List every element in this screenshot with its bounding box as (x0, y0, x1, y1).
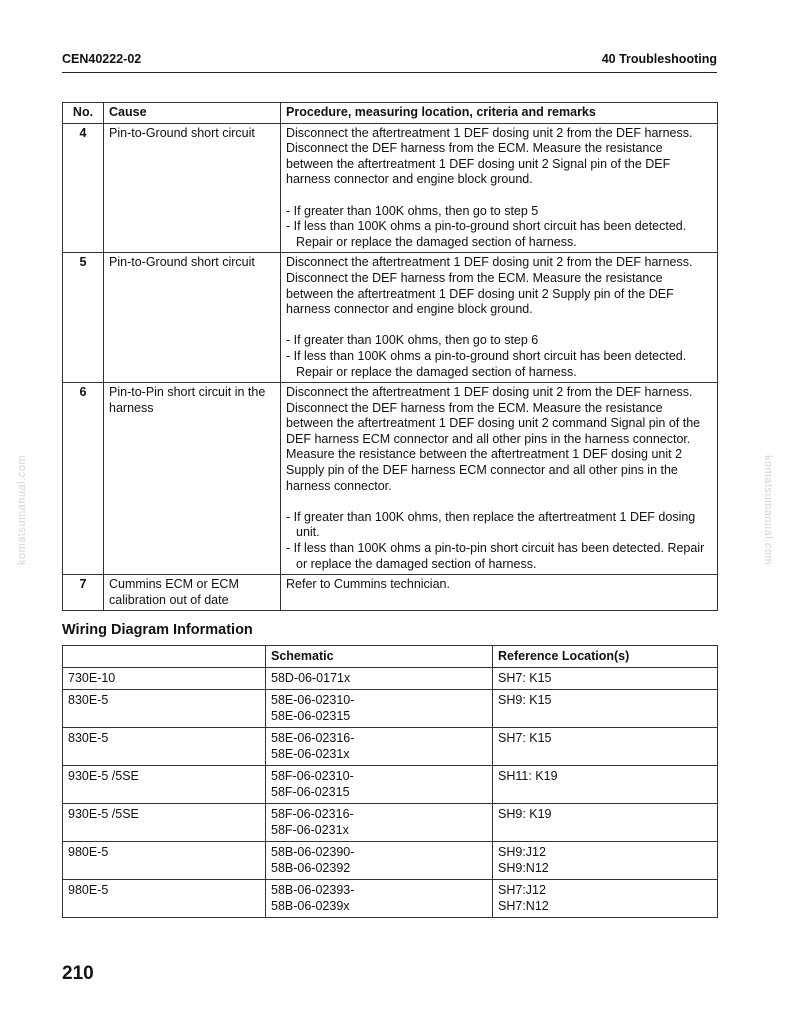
schematic-cell (266, 842, 493, 880)
reference-line: SH7: K15 (498, 671, 552, 685)
wiring-diagram-table (62, 645, 718, 918)
step-number: 7 (63, 575, 104, 611)
reference-cell (493, 728, 718, 766)
reference-cell (493, 690, 718, 728)
model-cell: 730E-10 (63, 668, 266, 690)
schematic-cell (266, 766, 493, 804)
schematic-line: 58E-06-02310- (271, 693, 355, 707)
table-row (63, 690, 718, 728)
cause-cell: Pin-to-Ground short circuit (104, 123, 281, 253)
schematic-line: 58D-06-0171x (271, 671, 351, 685)
reference-cell (493, 842, 718, 880)
reference-cell (493, 668, 718, 690)
reference-cell (493, 804, 718, 842)
table-row (63, 668, 718, 690)
table-row (63, 123, 718, 253)
watermark-left: komatsumanual.com (16, 455, 28, 565)
schematic-line: 58E-06-02316- (271, 731, 355, 745)
procedure-text: Disconnect the aftertreatment 1 DEF dosing unit 2 from the DEF harness. Disconnect the DEF harness from the ECM. Measure the resistance between the aftertreatment 1 DEF dosing unit 2 command Signal pin of the DEF harness ECM connector and all other pins in the harness connector. Measure the resistance between the aftertreatment 1 DEF dosing unit 2 Supply pin of the DEF harness ECM connector and all other pins in the harness connector. (286, 385, 701, 493)
reference-cell (493, 766, 718, 804)
reference-line: SH11: K19 (498, 769, 558, 783)
cause-cell: Cummins ECM or ECM calibration out of date (104, 575, 281, 611)
step-number: 6 (63, 383, 104, 575)
table-row (63, 766, 718, 804)
procedure-bullet: - If greater than 100K ohms, then go to step 5 (286, 203, 539, 218)
watermark-right: komatsumanual.com (762, 455, 774, 565)
troubleshooting-header-row (63, 103, 718, 124)
header-procedure: Procedure, measuring location, criteria and remarks (281, 103, 718, 124)
schematic-cell (266, 728, 493, 766)
schematic-line: 58B-06-02390- (271, 845, 355, 859)
reference-cell (493, 880, 718, 918)
procedure-cell (281, 575, 718, 611)
wiring-header-row (63, 646, 718, 668)
procedure-bullet: - If less than 100K ohms a pin-to-pin short circuit has been detected. Repair or replace the damaged section of harness. (286, 541, 705, 571)
schematic-line: 58B-06-02392 (271, 861, 351, 875)
schematic-cell (266, 690, 493, 728)
procedure-cell (281, 253, 718, 383)
model-cell: 980E-5 (63, 842, 266, 880)
model-cell: 980E-5 (63, 880, 266, 918)
model-cell: 930E-5 /5SE (63, 804, 266, 842)
header-cause: Cause (104, 103, 281, 124)
schematic-cell (266, 668, 493, 690)
page-number: 210 (62, 963, 94, 984)
table-row (63, 253, 718, 383)
cause-cell: Pin-to-Ground short circuit (104, 253, 281, 383)
table-row (63, 728, 718, 766)
reference-line: SH7:J12 (498, 883, 546, 897)
model-cell: 830E-5 (63, 728, 266, 766)
table-row (63, 842, 718, 880)
schematic-line: 58F-06-02310- (271, 769, 354, 783)
troubleshooting-table (62, 102, 718, 611)
procedure-text: Refer to Cummins technician. (286, 577, 450, 592)
table-row (63, 804, 718, 842)
procedure-cell (281, 123, 718, 253)
cause-cell: Pin-to-Pin short circuit in the harness (104, 383, 281, 575)
document-id: CEN40222-02 (62, 52, 142, 66)
procedure-cell (281, 383, 718, 575)
model-cell: 930E-5 /5SE (63, 766, 266, 804)
procedure-text: Disconnect the aftertreatment 1 DEF dosing unit 2 from the DEF harness. Disconnect the DEF harness from the ECM. Measure the resistance between the aftertreatment 1 DEF dosing unit 2 Signal pin of the DEF harness connector and engine block ground. (286, 125, 693, 187)
schematic-line: 58F-06-02316- (271, 807, 354, 821)
header-no: No. (63, 103, 104, 124)
schematic-line: 58B-06-02393- (271, 883, 355, 897)
procedure-bullet: - If less than 100K ohms a pin-to-ground short circuit has been detected. Repair or replace the damaged section of harness. (286, 219, 687, 249)
table-row (63, 383, 718, 575)
header-schematic: Schematic (266, 646, 493, 668)
header-model (63, 646, 266, 668)
section-title-header: 40 Troubleshooting (601, 52, 717, 66)
table-row (63, 575, 718, 611)
wiring-section-title: Wiring Diagram Information (62, 622, 253, 638)
reference-line: SH9: K19 (498, 807, 552, 821)
reference-line: SH9:N12 (498, 861, 549, 875)
header-reference: Reference Location(s) (493, 646, 718, 668)
schematic-line: 58E-06-0231x (271, 747, 350, 761)
header-rule (62, 72, 717, 73)
procedure-bullet: - If greater than 100K ohms, then replace the aftertreatment 1 DEF dosing unit. (286, 509, 696, 540)
step-number: 4 (63, 123, 104, 253)
procedure-text: Disconnect the aftertreatment 1 DEF dosing unit 2 from the DEF harness. Disconnect the DEF harness from the ECM. Measure the resistance between the aftertreatment 1 DEF dosing unit 2 Supply pin of the DEF harness connector and engine block ground. (286, 255, 693, 317)
reference-line: SH7:N12 (498, 899, 549, 913)
schematic-cell (266, 880, 493, 918)
schematic-line: 58E-06-02315 (271, 709, 351, 723)
schematic-line: 58F-06-02315 (271, 785, 350, 799)
step-number: 5 (63, 253, 104, 383)
schematic-line: 58B-06-0239x (271, 899, 350, 913)
schematic-line: 58F-06-0231x (271, 823, 349, 837)
model-cell: 830E-5 (63, 690, 266, 728)
procedure-bullet: - If less than 100K ohms a pin-to-ground short circuit has been detected. Repair or replace the damaged section of harness. (286, 348, 687, 379)
reference-line: SH7: K15 (498, 731, 552, 745)
schematic-cell (266, 804, 493, 842)
reference-line: SH9: K15 (498, 693, 552, 707)
reference-line: SH9:J12 (498, 845, 546, 859)
table-row (63, 880, 718, 918)
procedure-bullet: - If greater than 100K ohms, then go to step 6 (286, 333, 539, 348)
